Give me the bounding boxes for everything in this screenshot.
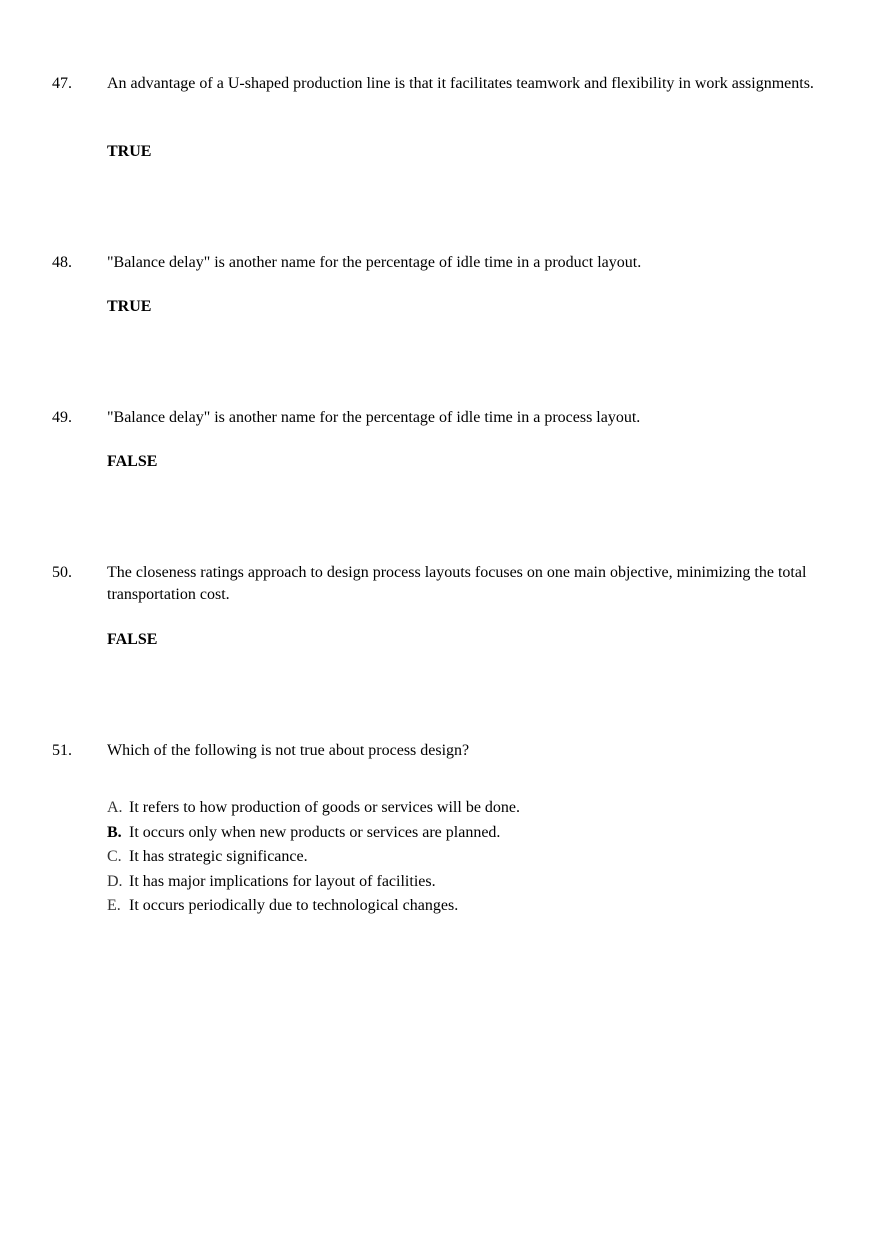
option-letter: A.	[107, 799, 123, 816]
question-number: 50.	[52, 564, 72, 581]
question-text: "Balance delay" is another name for the percentage of idle time in a process layout.	[107, 409, 641, 426]
option-letter: E.	[107, 897, 121, 914]
answer-options	[107, 796, 807, 919]
question-text: Which of the following is not true about process design?	[107, 742, 470, 759]
option-letter: D.	[107, 872, 123, 890]
option-text: It refers to how production of goods or services will be done.	[129, 799, 521, 816]
option-letter-correct: B.	[107, 823, 122, 841]
option-e	[107, 894, 807, 919]
answer-label: FALSE	[107, 631, 158, 648]
answer-label: TRUE	[107, 298, 152, 315]
question-text: An advantage of a U-shaped production line is that it facilitates teamwork and flexibility in work assignments.	[107, 75, 814, 92]
answer-label: FALSE	[107, 453, 158, 470]
question-number: 47.	[52, 75, 72, 92]
option-c	[107, 845, 807, 870]
question-text: The closeness ratings approach to design process layouts focuses on one main objective, minimizing the total transportation cost.	[107, 564, 807, 603]
option-text: It occurs periodically due to technological changes.	[129, 897, 459, 914]
option-a	[107, 796, 807, 821]
option-text: It has major implications for layout of facilities.	[129, 872, 436, 890]
option-d	[107, 870, 807, 895]
question-number: 51.	[52, 742, 72, 759]
question-text: "Balance delay" is another name for the percentage of idle time in a product layout.	[107, 254, 642, 271]
answer-label: TRUE	[107, 143, 152, 160]
option-letter: C.	[107, 848, 122, 865]
option-text: It occurs only when new products or services are planned.	[129, 823, 501, 841]
question-number: 49.	[52, 409, 72, 426]
option-b	[107, 821, 807, 846]
option-text: It has strategic significance.	[129, 848, 308, 865]
question-number: 48.	[52, 254, 72, 271]
